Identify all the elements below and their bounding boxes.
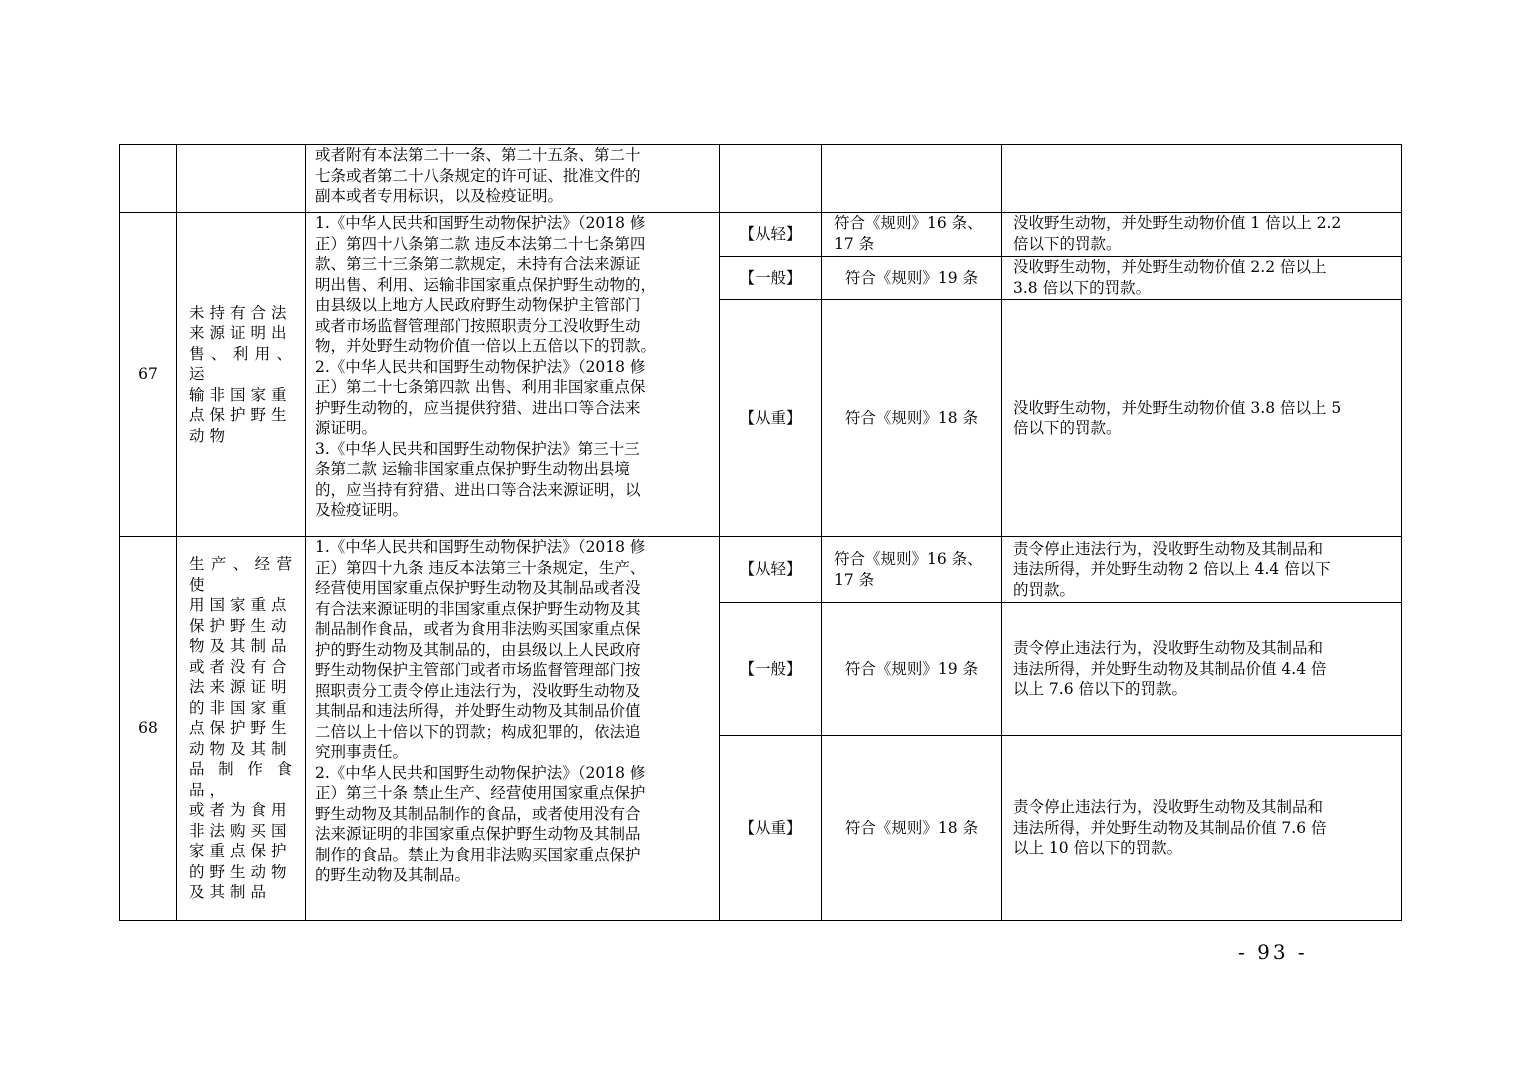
level-label: 【从重】 [720, 736, 822, 921]
page-number: - 93 - [1238, 940, 1308, 964]
cell-basis-continuation: 或者附有本法第二十一条、第二十五条、第二十 七条或者第二十八条规定的许可证、批准文件的 副本或者专用标识，以及检疫证明。 [306, 145, 720, 213]
table-row-68-light [120, 537, 1402, 603]
continuation-row [120, 145, 1402, 213]
level-condition: 符合《规则》18 条 [822, 736, 1002, 921]
violation-item: 生产、经营使 用国家重点 保护野生动 物及其制品 或者没有合 法来源证明 的非国家重 点保护野生 动物及其制 品制作食品， 或者为食用 非法购买国 家重点保护 的野生动物 及其制品 [177, 537, 306, 921]
cell-cond-empty [822, 145, 1002, 213]
cell-penalty-empty [1002, 145, 1402, 213]
legal-basis: 1.《中华人民共和国野生动物保护法》（2018 修 正）第四十九条 违反本法第三十条规定，生产、 经营使用国家重点保护野生动物及其制品或者没 有合法来源证明的非国家重点保护野生动物及其 制品制作食品，或者为食用非法购买国家重点保 护的野生动物及其制品的，由县级以上人民政府 野生动物保护主管部门或者市场监督管理部门按 照职责分工责令停止违法行为，没收野生动物及 其制品和违法所得，并处野生动物及其制品价值 二倍以上十倍以下的罚款；构成犯罪的，依法追 究刑事责任。 2.《中华人民共和国野生动物保护法》（2018 修 正）第三十条 禁止生产、经营使用国家重点保护 野生动物及其制品制作的食品，或者使用没有合 法来源证明的非国家重点保护野生动物及其制品 制作的食品。禁止为食用非法购买国家重点保护 的野生动物及其制品。 [306, 537, 720, 921]
table-row-67-light [120, 213, 1402, 257]
level-label: 【一般】 [720, 257, 822, 300]
level-condition: 符合《规则》19 条 [822, 603, 1002, 736]
penalty-text: 责令停止违法行为，没收野生动物及其制品和 违法所得，并处野生动物及其制品价值 4.4 倍 以上 7.6 倍以下的罚款。 [1002, 603, 1402, 736]
row-number: 68 [120, 537, 177, 921]
cell-no-empty [120, 145, 177, 213]
penalty-text: 没收野生动物，并处野生动物价值 3.8 倍以上 5 倍以下的罚款。 [1002, 300, 1402, 537]
penalty-text: 责令停止违法行为，没收野生动物及其制品和 违法所得，并处野生动物 2 倍以上 4.4 倍以下 的罚款。 [1002, 537, 1402, 603]
row-number: 67 [120, 213, 177, 537]
level-label: 【一般】 [720, 603, 822, 736]
level-condition: 符合《规则》16 条、 17 条 [822, 537, 1002, 603]
level-label: 【从轻】 [720, 537, 822, 603]
legal-basis: 1.《中华人民共和国野生动物保护法》（2018 修 正）第四十八条第二款 违反本法第二十七条第四 款、第三十三条第二款规定，未持有合法来源证 明出售、利用、运输非国家重点保护野生动物的， 由县级以上地方人民政府野生动物保护主管部门 或者市场监督管理部门按照职责分工没收野生动 物，并处野生动物价值一倍以上五倍以下的罚款。 2.《中华人民共和国野生动物保护法》（2018 修 正）第二十七条第四款 出售、利用非国家重点保 护野生动物的，应当提供狩猎、进出口等合法来 源证明。 3.《中华人民共和国野生动物保护法》第三十三 条第二款 运输非国家重点保护野生动物出县境 的，应当持有狩猎、进出口等合法来源证明，以 及检疫证明。 [306, 213, 720, 537]
penalty-text: 没收野生动物，并处野生动物价值 2.2 倍以上 3.8 倍以下的罚款。 [1002, 257, 1402, 300]
level-label: 【从轻】 [720, 213, 822, 257]
penalty-text: 没收野生动物，并处野生动物价值 1 倍以上 2.2 倍以下的罚款。 [1002, 213, 1402, 257]
cell-level-empty [720, 145, 822, 213]
level-condition: 符合《规则》19 条 [822, 257, 1002, 300]
violation-item: 未持有合法 来源证明出 售、利用、运 输非国家重 点保护野生 动物 [177, 213, 306, 537]
level-condition: 符合《规则》18 条 [822, 300, 1002, 537]
penalty-table [119, 144, 1402, 921]
penalty-text: 责令停止违法行为，没收野生动物及其制品和 违法所得，并处野生动物及其制品价值 7.6 倍 以上 10 倍以下的罚款。 [1002, 736, 1402, 921]
cell-item-empty [177, 145, 306, 213]
level-label: 【从重】 [720, 300, 822, 537]
level-condition: 符合《规则》16 条、 17 条 [822, 213, 1002, 257]
